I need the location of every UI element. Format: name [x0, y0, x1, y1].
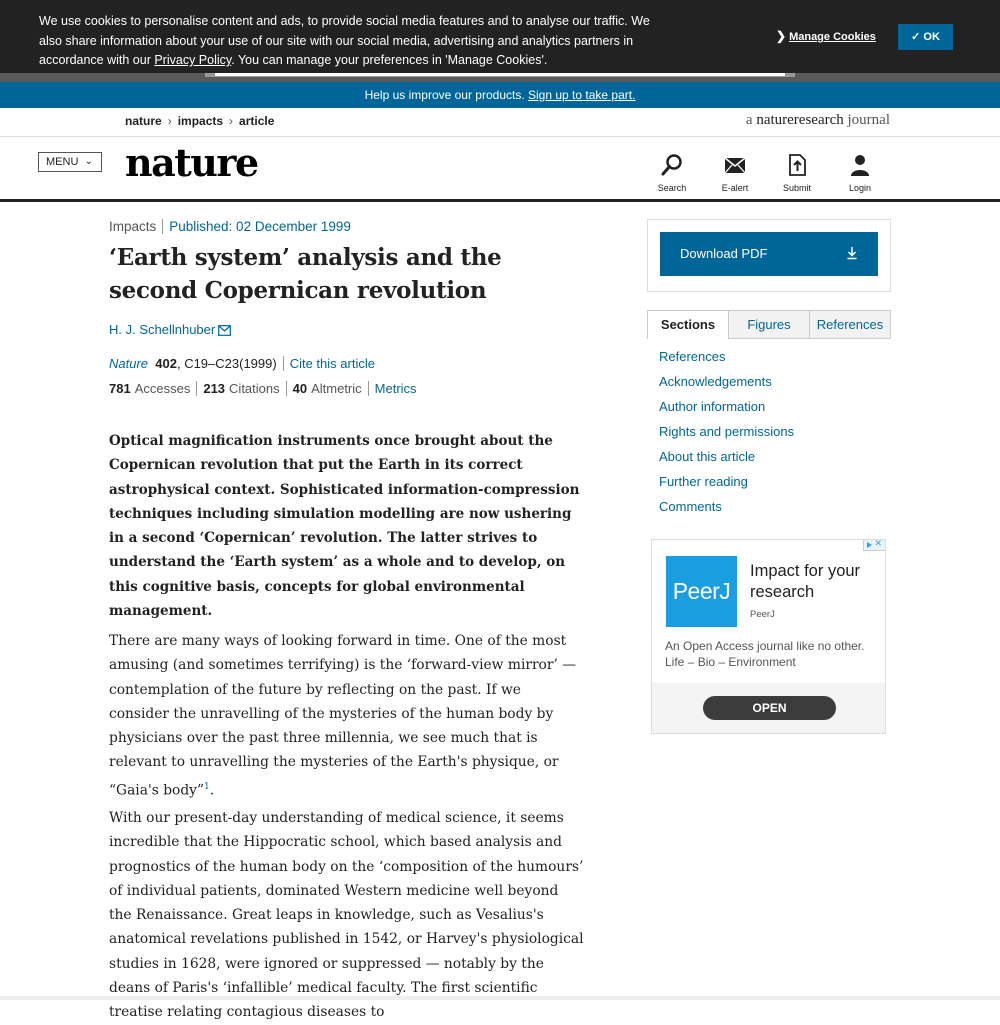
article-meta: [109, 219, 351, 234]
chevron-right-icon: ›: [167, 114, 172, 128]
altmetric-count: 40: [292, 381, 308, 396]
tab-references[interactable]: References: [810, 310, 891, 339]
login-button[interactable]: Login: [835, 153, 885, 193]
citation-line: [109, 356, 375, 371]
body-paragraph: With our present-day understanding of medical science, it seems incredible that the Hippocratic school, which based analysis and prognostics of the human body on the ‘composition of the humours’ of individual patients, dominated Western medicine well beyond the Renaissance. Great leaps in knowledge, such as Vesalius's anatomical revelations published in 1542, or Harvey's physiological studies in 1628, were ignored or suppressed — notably by the deans of Paris's ‘infallible’ medical faculty. The first scientific treatise relating contagious diseases to: [109, 810, 584, 1021]
download-pdf-button[interactable]: Download PDF: [660, 232, 878, 276]
section-link-author-information[interactable]: Author information: [659, 399, 766, 414]
volume-number: 402: [155, 356, 177, 371]
author-link[interactable]: H. J. Schellnhuber: [109, 322, 231, 337]
user-icon: [848, 153, 872, 177]
article-type[interactable]: Impacts: [109, 219, 157, 234]
ad-source: PeerJ: [750, 609, 775, 620]
section-link-further-reading[interactable]: Further reading: [659, 474, 748, 489]
chevron-down-icon: ⌄: [84, 156, 93, 167]
submit-button[interactable]: Submit: [772, 153, 822, 193]
page-range: , C19–C23(1999): [176, 356, 277, 371]
overlay-strip: [0, 73, 1000, 82]
breadcrumb-impacts[interactable]: impacts: [177, 114, 224, 128]
download-icon: [846, 246, 858, 260]
citations-count: 213: [203, 381, 226, 396]
cookie-message: We use cookies to personalise content and ads, to provide social media features and to analyse our traffic. We also share information about your use of our site with our social media, advertising and analytics partners in accordance with our Privacy Policy. You can manage your preferences in 'Manage Cookies'.: [39, 14, 650, 67]
ad-open-button[interactable]: OPEN: [703, 696, 836, 720]
download-pdf-panel: [647, 219, 891, 292]
section-link-references[interactable]: References: [659, 349, 726, 364]
cookie-ok-button[interactable]: ✓ OK: [898, 24, 953, 50]
section-link-comments[interactable]: Comments: [659, 499, 722, 514]
metrics-link[interactable]: Metrics: [374, 381, 417, 396]
section-link-acknowledgements[interactable]: Acknowledgements: [659, 374, 772, 389]
manage-cookies-link[interactable]: ❯ Manage Cookies: [776, 29, 876, 43]
nature-logo[interactable]: nature: [125, 140, 258, 185]
tab-sections[interactable]: Sections: [647, 310, 729, 339]
sidebar-tabs: [647, 310, 891, 339]
breadcrumb-article: article: [239, 114, 275, 128]
cite-article-link[interactable]: Cite this article: [289, 356, 375, 371]
accesses-count: 781: [109, 381, 131, 396]
sections-list: [659, 346, 794, 521]
ad-description: An Open Access journal like no other. Life – Bio – Environment: [665, 639, 865, 669]
breadcrumb: [125, 114, 274, 128]
section-link-rights[interactable]: Rights and permissions: [659, 424, 795, 439]
privacy-policy-link[interactable]: Privacy Policy: [154, 53, 232, 67]
chevron-right-icon: ❯: [776, 29, 787, 43]
envelope-icon[interactable]: [218, 325, 231, 336]
ad-title: Impact for your research: [750, 562, 861, 601]
published-date: Published: 02 December 1999: [169, 219, 351, 234]
section-link-about[interactable]: About this article: [659, 449, 756, 464]
e-alert-button[interactable]: E-alert: [710, 153, 760, 193]
tab-figures[interactable]: Figures: [729, 310, 810, 339]
abstract: Optical magnification instruments once brought about the Copernican revolution that put the Earth in its correct astrophysical context. Sophisticated information-compression techniques including simulation modelling are now ushering in a second ‘Copernican’ revolution. The latter strives to understand the ‘Earth system’ as a whole and to develop, on this cognitive basis, concepts for global environmental management.: [109, 433, 580, 620]
natureresearch-journal-tag[interactable]: a natureresearch journal: [745, 112, 890, 128]
envelope-icon: [723, 153, 747, 177]
journal-name: Nature: [109, 356, 149, 371]
reference-link[interactable]: 1: [204, 781, 210, 792]
upload-document-icon: [785, 153, 809, 177]
search-icon: [660, 153, 684, 177]
article-metrics: 781 Accesses 213 Citations 40 Altmetric Metrics: [109, 381, 417, 396]
chevron-right-icon: ›: [229, 114, 234, 128]
adchoices-icon[interactable]: ✕: [863, 540, 885, 551]
body-paragraph: There are many ways of looking forward in time. One of the most amusing (and sometimes terrifying) is the ‘forward-view mirror’ — contemplation of the future by reflecting on the past. If we consider the unravelling of the mysteries of the human body by physicians over the past three millennia, we see much that is relevant to unravelling the mysteries of the Earth's physique, or “Gaia's body”$^1$.: [109, 633, 577, 799]
article-title: ‘Earth system’ analysis and the second Copernican revolution: [109, 244, 502, 304]
peerj-logo: PeerJ: [666, 556, 737, 627]
search-button[interactable]: Search: [647, 153, 697, 193]
cookie-banner: [0, 0, 1000, 73]
feedback-notice: Help us improve our products. Sign up to take part.: [0, 82, 1000, 108]
menu-button[interactable]: MENU ⌄: [38, 152, 102, 172]
sign-up-link[interactable]: Sign up to take part.: [528, 88, 636, 102]
advertisement[interactable]: [651, 539, 886, 734]
breadcrumb-nature[interactable]: nature: [125, 114, 162, 128]
